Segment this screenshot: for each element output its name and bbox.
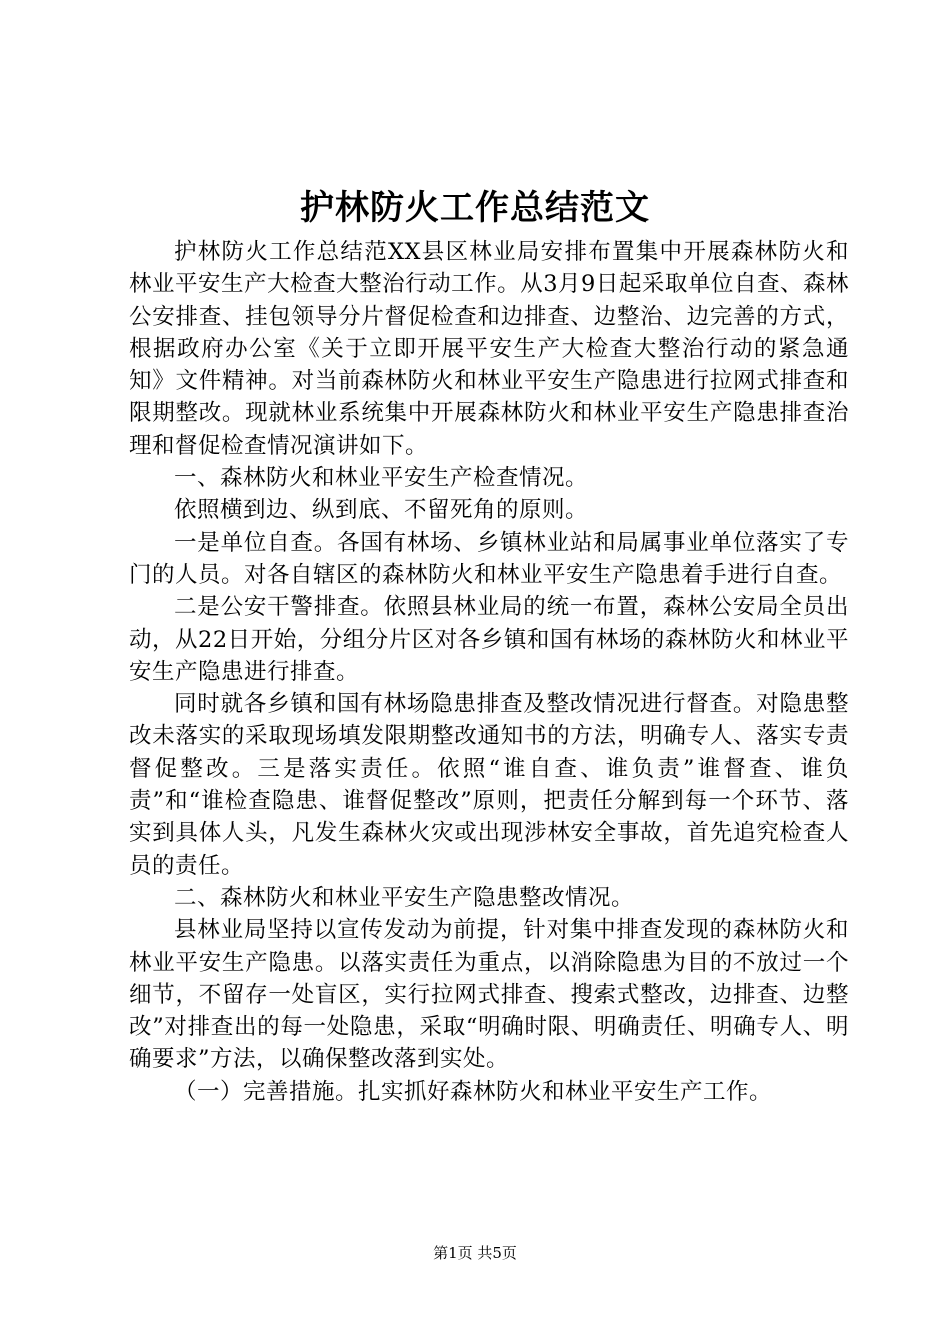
section-heading: 一、森林防火和林业平安生产检查情况。 <box>174 465 589 492</box>
section-heading: 二、森林防火和林业平安生产隐患整改情况。 <box>174 884 635 911</box>
paragraph: （一）完善措施。扎实抓好森林防火和林业平安生产工作。 <box>174 1078 773 1105</box>
paragraph: 一是单位自查。各国有林场、乡镇林业站和局属事业单位落实了专门的人员。对各自辖区的森林防火和林业平安生产隐患着手进行自查。 <box>129 529 849 588</box>
paragraph: 县林业局坚持以宣传发动为前提，针对集中排查发现的森林防火和林业平安生产隐患。以落实责任为重点，以消除隐患为目的不放过一个细节，不留存一处盲区，实行拉网式排查、搜索式整改，边排查、边整改”对排查出的每一处隐患，采取“明确时限、明确责任、明确专人、明确要求”方法，以确保整改落到实处。 <box>129 917 849 1073</box>
page-footer: 第1页 共5页 <box>433 1244 517 1262</box>
document-title: 护林防火工作总结范文 <box>300 188 650 228</box>
document-body <box>129 236 849 1108</box>
paragraph: 依照横到边、纵到底、不留死角的原则。 <box>174 497 589 524</box>
paragraph: 同时就各乡镇和国有林场隐患排查及整改情况进行督查。对隐患整改未落实的采取现场填发限期整改通知书的方法，明确专人、落实专责督促整改。三是落实责任。依照“谁自查、谁负责”谁督查、谁负责”和“谁检查隐患、谁督促整改”原则，把责任分解到每一个环节、落实到具体人头，凡发生森林火灾或出现涉林安全事故，首先追究检查人员的责任。 <box>129 691 849 879</box>
paragraph: 护林防火工作总结范XX县区林业局安排布置集中开展森林防火和林业平安生产大检查大整治行动工作。从3月9日起采取单位自查、森林公安排查、挂包领导分片督促检查和边排查、边整治、边完善的方式，根据政府办公室《关于立即开展平安生产大检查大整治行动的紧急通知》文件精神。对当前森林防火和林业平安生产隐患进行拉网式排查和限期整改。现就林业系统集中开展森林防火和林业平安生产隐患排查治理和督促检查情况演讲如下。 <box>129 239 849 459</box>
paragraph: 二是公安干警排查。依照县林业局的统一布置，森林公安局全员出动，从22日开始，分组分片区对各乡镇和国有林场的森林防火和林业平安生产隐患进行排查。 <box>129 594 849 685</box>
